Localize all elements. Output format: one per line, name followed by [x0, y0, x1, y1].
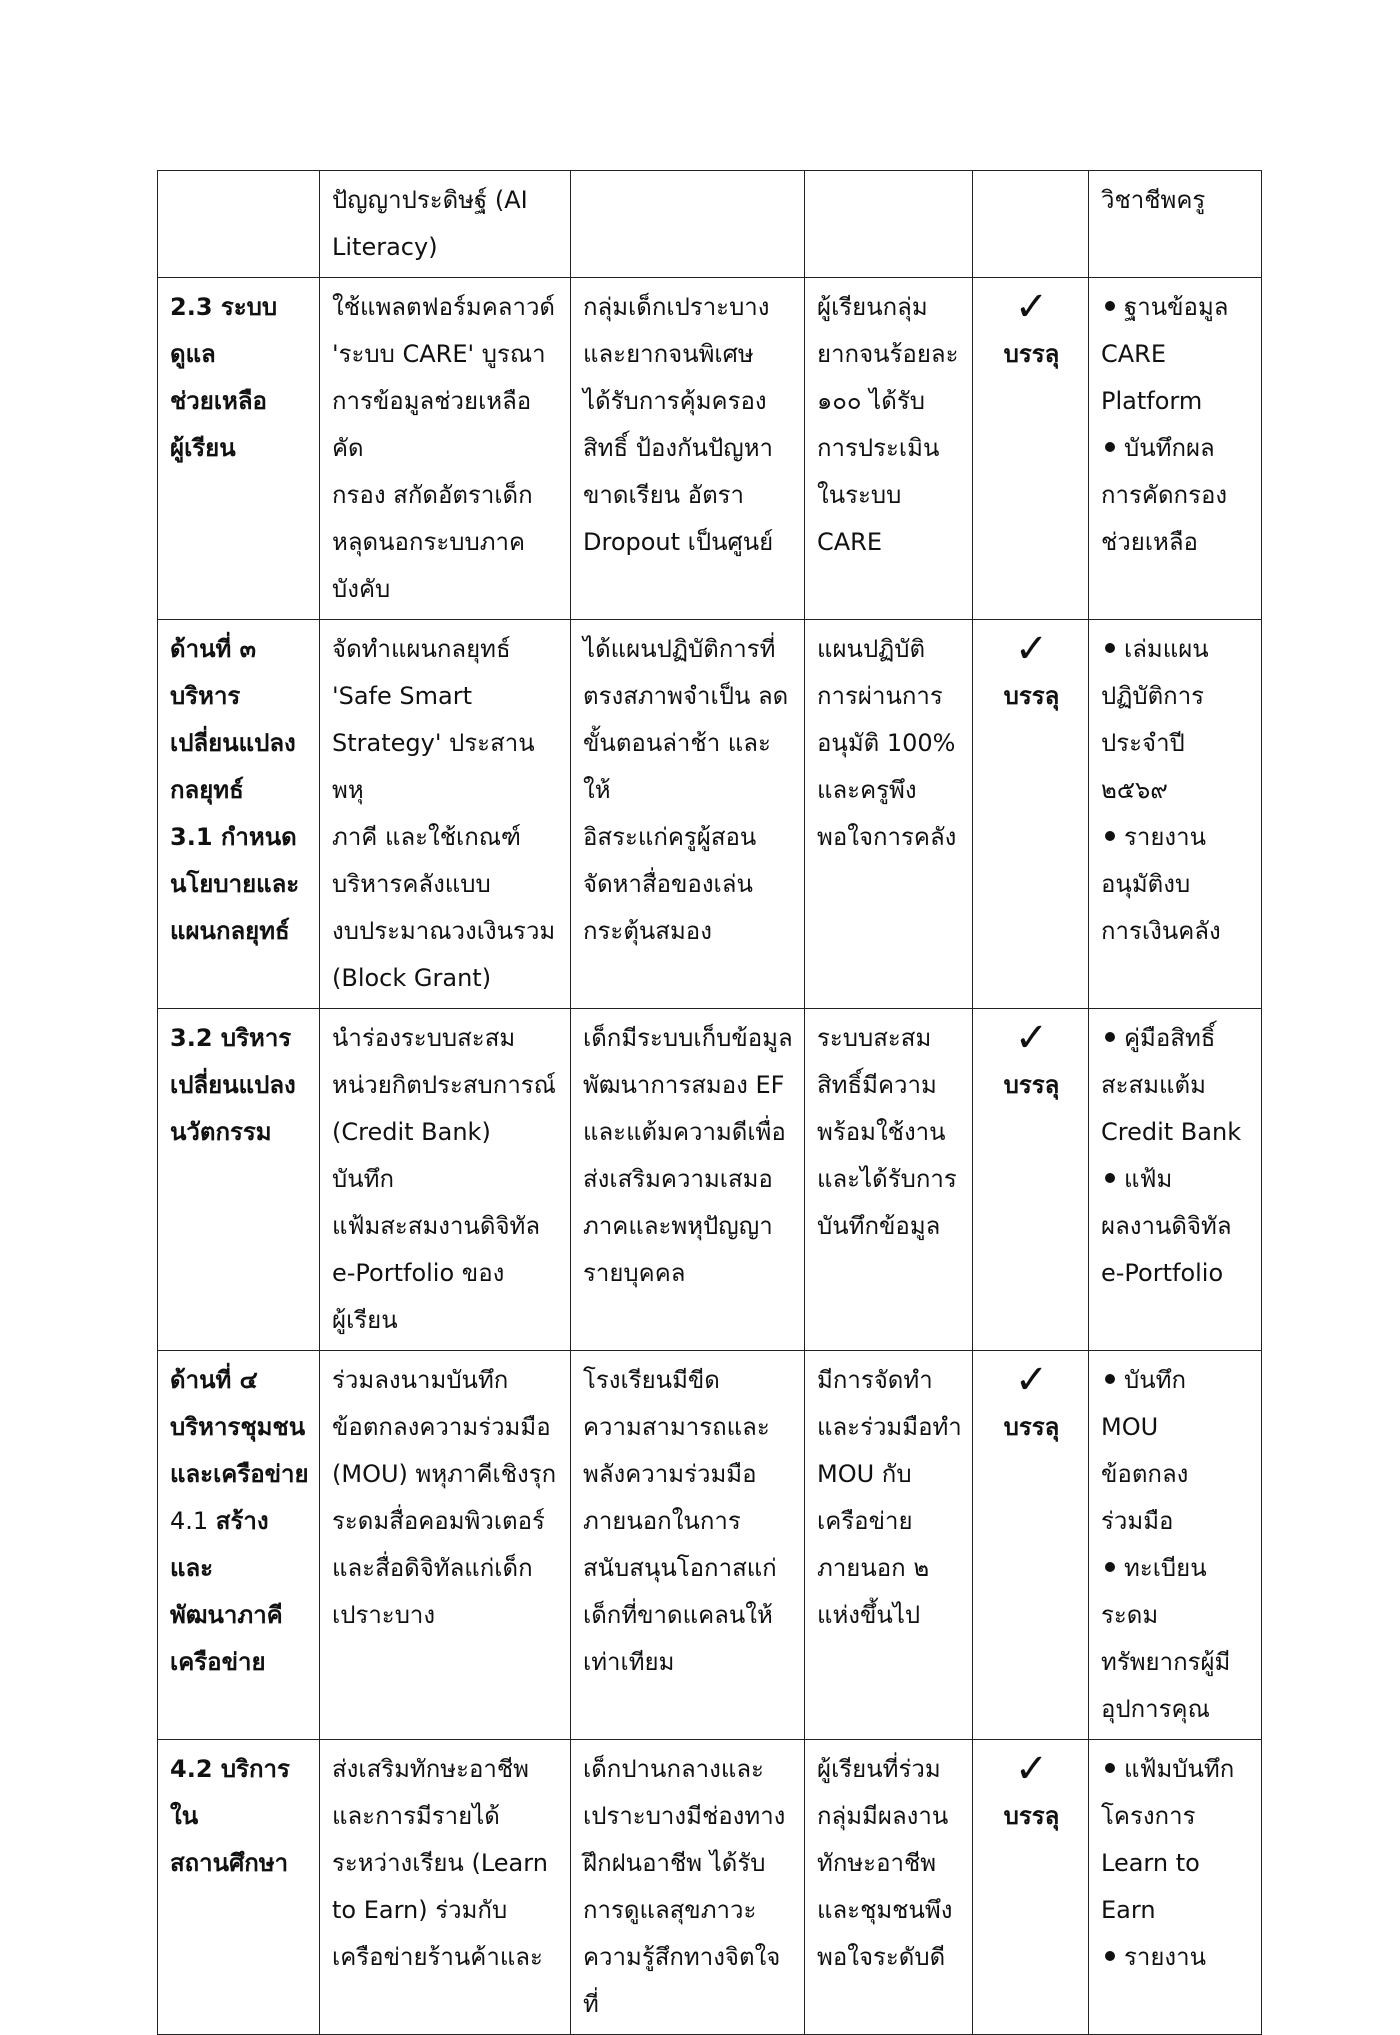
- topic-cell: [158, 171, 320, 278]
- status-label: บรรลุ: [1003, 340, 1060, 368]
- evidence-cell: [1089, 620, 1262, 1009]
- topic-number: 4.1: [170, 1507, 216, 1535]
- checkmark-icon: ✓: [1014, 1357, 1049, 1403]
- topic-text: 4.2 บริการ ใน สถานศึกษา: [170, 1755, 290, 1877]
- checkmark-icon: ✓: [1014, 1746, 1049, 1792]
- evidence-item: [1101, 1934, 1251, 1981]
- activity-cell: นำร่องระบบสะสม หน่วยกิตประสบการณ์ (Credit Bank) บันทึก แฟ้มสะสมงานดิจิทัล e-Portfolio ของ ผู้เรียน: [320, 1009, 571, 1351]
- indicator-cell: ระบบสะสม สิทธิ์มีความ พร้อมใช้งาน และได้รับการ บันทึกข้อมูล: [805, 1009, 973, 1351]
- evidence-item: [1101, 1545, 1251, 1733]
- indicator-cell: แผนปฏิบัติ การผ่านการ อนุมัติ 100% และครูพึง พอใจการคลัง: [805, 620, 973, 1009]
- topic-cell: [158, 278, 320, 620]
- outcome-cell: ได้แผนปฏิบัติการที่ ตรงสภาพจำเป็น ลด ขั้นตอนล่าช้า และให้ อิสระแก่ครูผู้สอน จัดหาสื่อของเล่น กระตุ้นสมอง: [571, 620, 805, 1009]
- evidence-text: แฟ้ม ผลงานดิจิทัล e-Portfolio: [1101, 1165, 1232, 1287]
- table-row: [158, 171, 1262, 278]
- status-cell: [973, 1351, 1089, 1740]
- bullet-icon: [1105, 1374, 1115, 1384]
- evidence-text: รายงาน อนุมัติงบ การเงินคลัง: [1101, 823, 1221, 945]
- evidence-text: บันทึก MOU ข้อตกลง ร่วมมือ: [1101, 1366, 1189, 1535]
- table-row: [158, 278, 1262, 620]
- evidence-text: เล่มแผน ปฏิบัติการ ประจำปี ๒๕๖๙: [1101, 635, 1209, 804]
- checkmark-icon: ✓: [1014, 1015, 1049, 1061]
- evidence-item: [1101, 1156, 1251, 1297]
- evidence-item: [1101, 425, 1251, 566]
- status-label: บรรลุ: [1003, 1071, 1060, 1099]
- bullet-icon: [1105, 1763, 1115, 1773]
- topic-cell: [158, 1351, 320, 1740]
- topic-subtitle: สร้างและ พัฒนาภาคี เครือข่าย: [170, 1507, 283, 1676]
- checkmark-icon: ✓: [1014, 284, 1049, 330]
- indicator-cell: [805, 171, 973, 278]
- plan-evaluation-table: [157, 170, 1262, 2035]
- outcome-cell: กลุ่มเด็กเปราะบาง และยากจนพิเศษ ได้รับการคุ้มครอง สิทธิ์ ป้องกันปัญหา ขาดเรียน อัตรา Dropout เป็นศูนย์: [571, 278, 805, 620]
- evidence-text: ทะเบียน ระดม ทรัพยากรผู้มี อุปการคุณ: [1101, 1554, 1231, 1723]
- activity-cell: ใช้แพลตฟอร์มคลาวด์ 'ระบบ CARE' บูรณา การข้อมูลช่วยเหลือคัด กรอง สกัดอัตราเด็ก หลุดนอกระบบภาค บังคับ: [320, 278, 571, 620]
- evidence-cell: [1089, 1740, 1262, 2035]
- table-row: [158, 1740, 1262, 2035]
- status-label: บรรลุ: [1003, 1802, 1060, 1830]
- table-row: [158, 1009, 1262, 1351]
- bullet-icon: [1105, 1951, 1115, 1961]
- status-cell: [973, 1740, 1089, 2035]
- evidence-item: [1101, 1015, 1251, 1156]
- evidence-item: [1101, 177, 1251, 224]
- activity-cell: จัดทำแผนกลยุทธ์ 'Safe Smart Strategy' ประสานพหุ ภาคี และใช้เกณฑ์ บริหารคลังแบบ งบประมาณวงเงินรวม (Block Grant): [320, 620, 571, 1009]
- evidence-text: ฐานข้อมูล CARE Platform: [1101, 293, 1229, 415]
- indicator-cell: ผู้เรียนกลุ่ม ยากจนร้อยละ ๑๐๐ ได้รับ การประเมิน ในระบบ CARE: [805, 278, 973, 620]
- status-label: บรรลุ: [1003, 1413, 1060, 1441]
- topic-text: ด้านที่ ๔ บริหารชุมชน และเครือข่าย: [170, 1366, 309, 1488]
- topic-text: ด้านที่ ๓ บริหาร เปลี่ยนแปลง กลยุทธ์ 3.1 กำหนด นโยบายและ แผนกลยุทธ์: [170, 635, 300, 945]
- evidence-text: แฟ้มบันทึก โครงการ Learn to Earn: [1101, 1755, 1235, 1924]
- evidence-text: คู่มือสิทธิ์ สะสมแต้ม Credit Bank: [1101, 1024, 1242, 1146]
- bullet-icon: [1105, 301, 1115, 311]
- evidence-text: รายงาน: [1124, 1943, 1207, 1971]
- evidence-cell: [1089, 1351, 1262, 1740]
- outcome-cell: [571, 171, 805, 278]
- bullet-icon: [1105, 831, 1115, 841]
- evidence-cell: [1089, 171, 1262, 278]
- evidence-cell: [1089, 1009, 1262, 1351]
- outcome-cell: โรงเรียนมีขีด ความสามารถและ พลังความร่วมมือ ภายนอกในการ สนับสนุนโอกาสแก่ เด็กที่ขาดแคลนให้ เท่าเทียม: [571, 1351, 805, 1740]
- topic-cell: [158, 620, 320, 1009]
- evidence-item: [1101, 284, 1251, 425]
- bullet-icon: [1105, 643, 1115, 653]
- topic-cell: [158, 1740, 320, 2035]
- bullet-icon: [1105, 1032, 1115, 1042]
- activity-cell: ปัญญาประดิษฐ์ (AI Literacy): [320, 171, 571, 278]
- indicator-cell: มีการจัดทำ และร่วมมือทำ MOU กับ เครือข่าย ภายนอก ๒ แห่งขึ้นไป: [805, 1351, 973, 1740]
- evidence-text: วิชาชีพครู: [1101, 186, 1206, 214]
- evidence-text: บันทึกผล การคัดกรอง ช่วยเหลือ: [1101, 434, 1228, 556]
- outcome-cell: เด็กปานกลางและ เปราะบางมีช่องทาง ฝึกฝนอาชีพ ได้รับ การดูแลสุขภาวะ ความรู้สึกทางจิตใจที่: [571, 1740, 805, 2035]
- bullet-icon: [1105, 1562, 1115, 1572]
- status-cell: [973, 620, 1089, 1009]
- evidence-item: [1101, 814, 1251, 955]
- indicator-cell: ผู้เรียนที่ร่วม กลุ่มมีผลงาน ทักษะอาชีพ และชุมชนพึง พอใจระดับดี: [805, 1740, 973, 2035]
- status-cell: [973, 278, 1089, 620]
- topic-text: 3.2 บริหาร เปลี่ยนแปลง นวัตกรรม: [170, 1024, 296, 1146]
- checkmark-icon: ✓: [1014, 626, 1049, 672]
- evidence-item: [1101, 1746, 1251, 1934]
- outcome-cell: เด็กมีระบบเก็บข้อมูล พัฒนาการสมอง EF และแต้มความดีเพื่อ ส่งเสริมความเสมอ ภาคและพหุปัญญา รายบุคคล: [571, 1009, 805, 1351]
- evidence-cell: [1089, 278, 1262, 620]
- evidence-item: [1101, 1357, 1251, 1545]
- bullet-icon: [1105, 442, 1115, 452]
- topic-text: 2.3 ระบบ ดูแล ช่วยเหลือ ผู้เรียน: [170, 293, 278, 462]
- status-cell: [973, 171, 1089, 278]
- activity-cell: ร่วมลงนามบันทึก ข้อตกลงความร่วมมือ (MOU) พหุภาคีเชิงรุก ระดมสื่อคอมพิวเตอร์ และสื่อดิจิทัลแก่เด็ก เปราะบาง: [320, 1351, 571, 1740]
- status-cell: [973, 1009, 1089, 1351]
- table-row: [158, 620, 1262, 1009]
- status-label: บรรลุ: [1003, 682, 1060, 710]
- topic-cell: [158, 1009, 320, 1351]
- evidence-item: [1101, 626, 1251, 814]
- activity-cell: ส่งเสริมทักษะอาชีพ และการมีรายได้ ระหว่างเรียน (Learn to Earn) ร่วมกับ เครือข่ายร้านค้าและ: [320, 1740, 571, 2035]
- table-row: [158, 1351, 1262, 1740]
- bullet-icon: [1105, 1173, 1115, 1183]
